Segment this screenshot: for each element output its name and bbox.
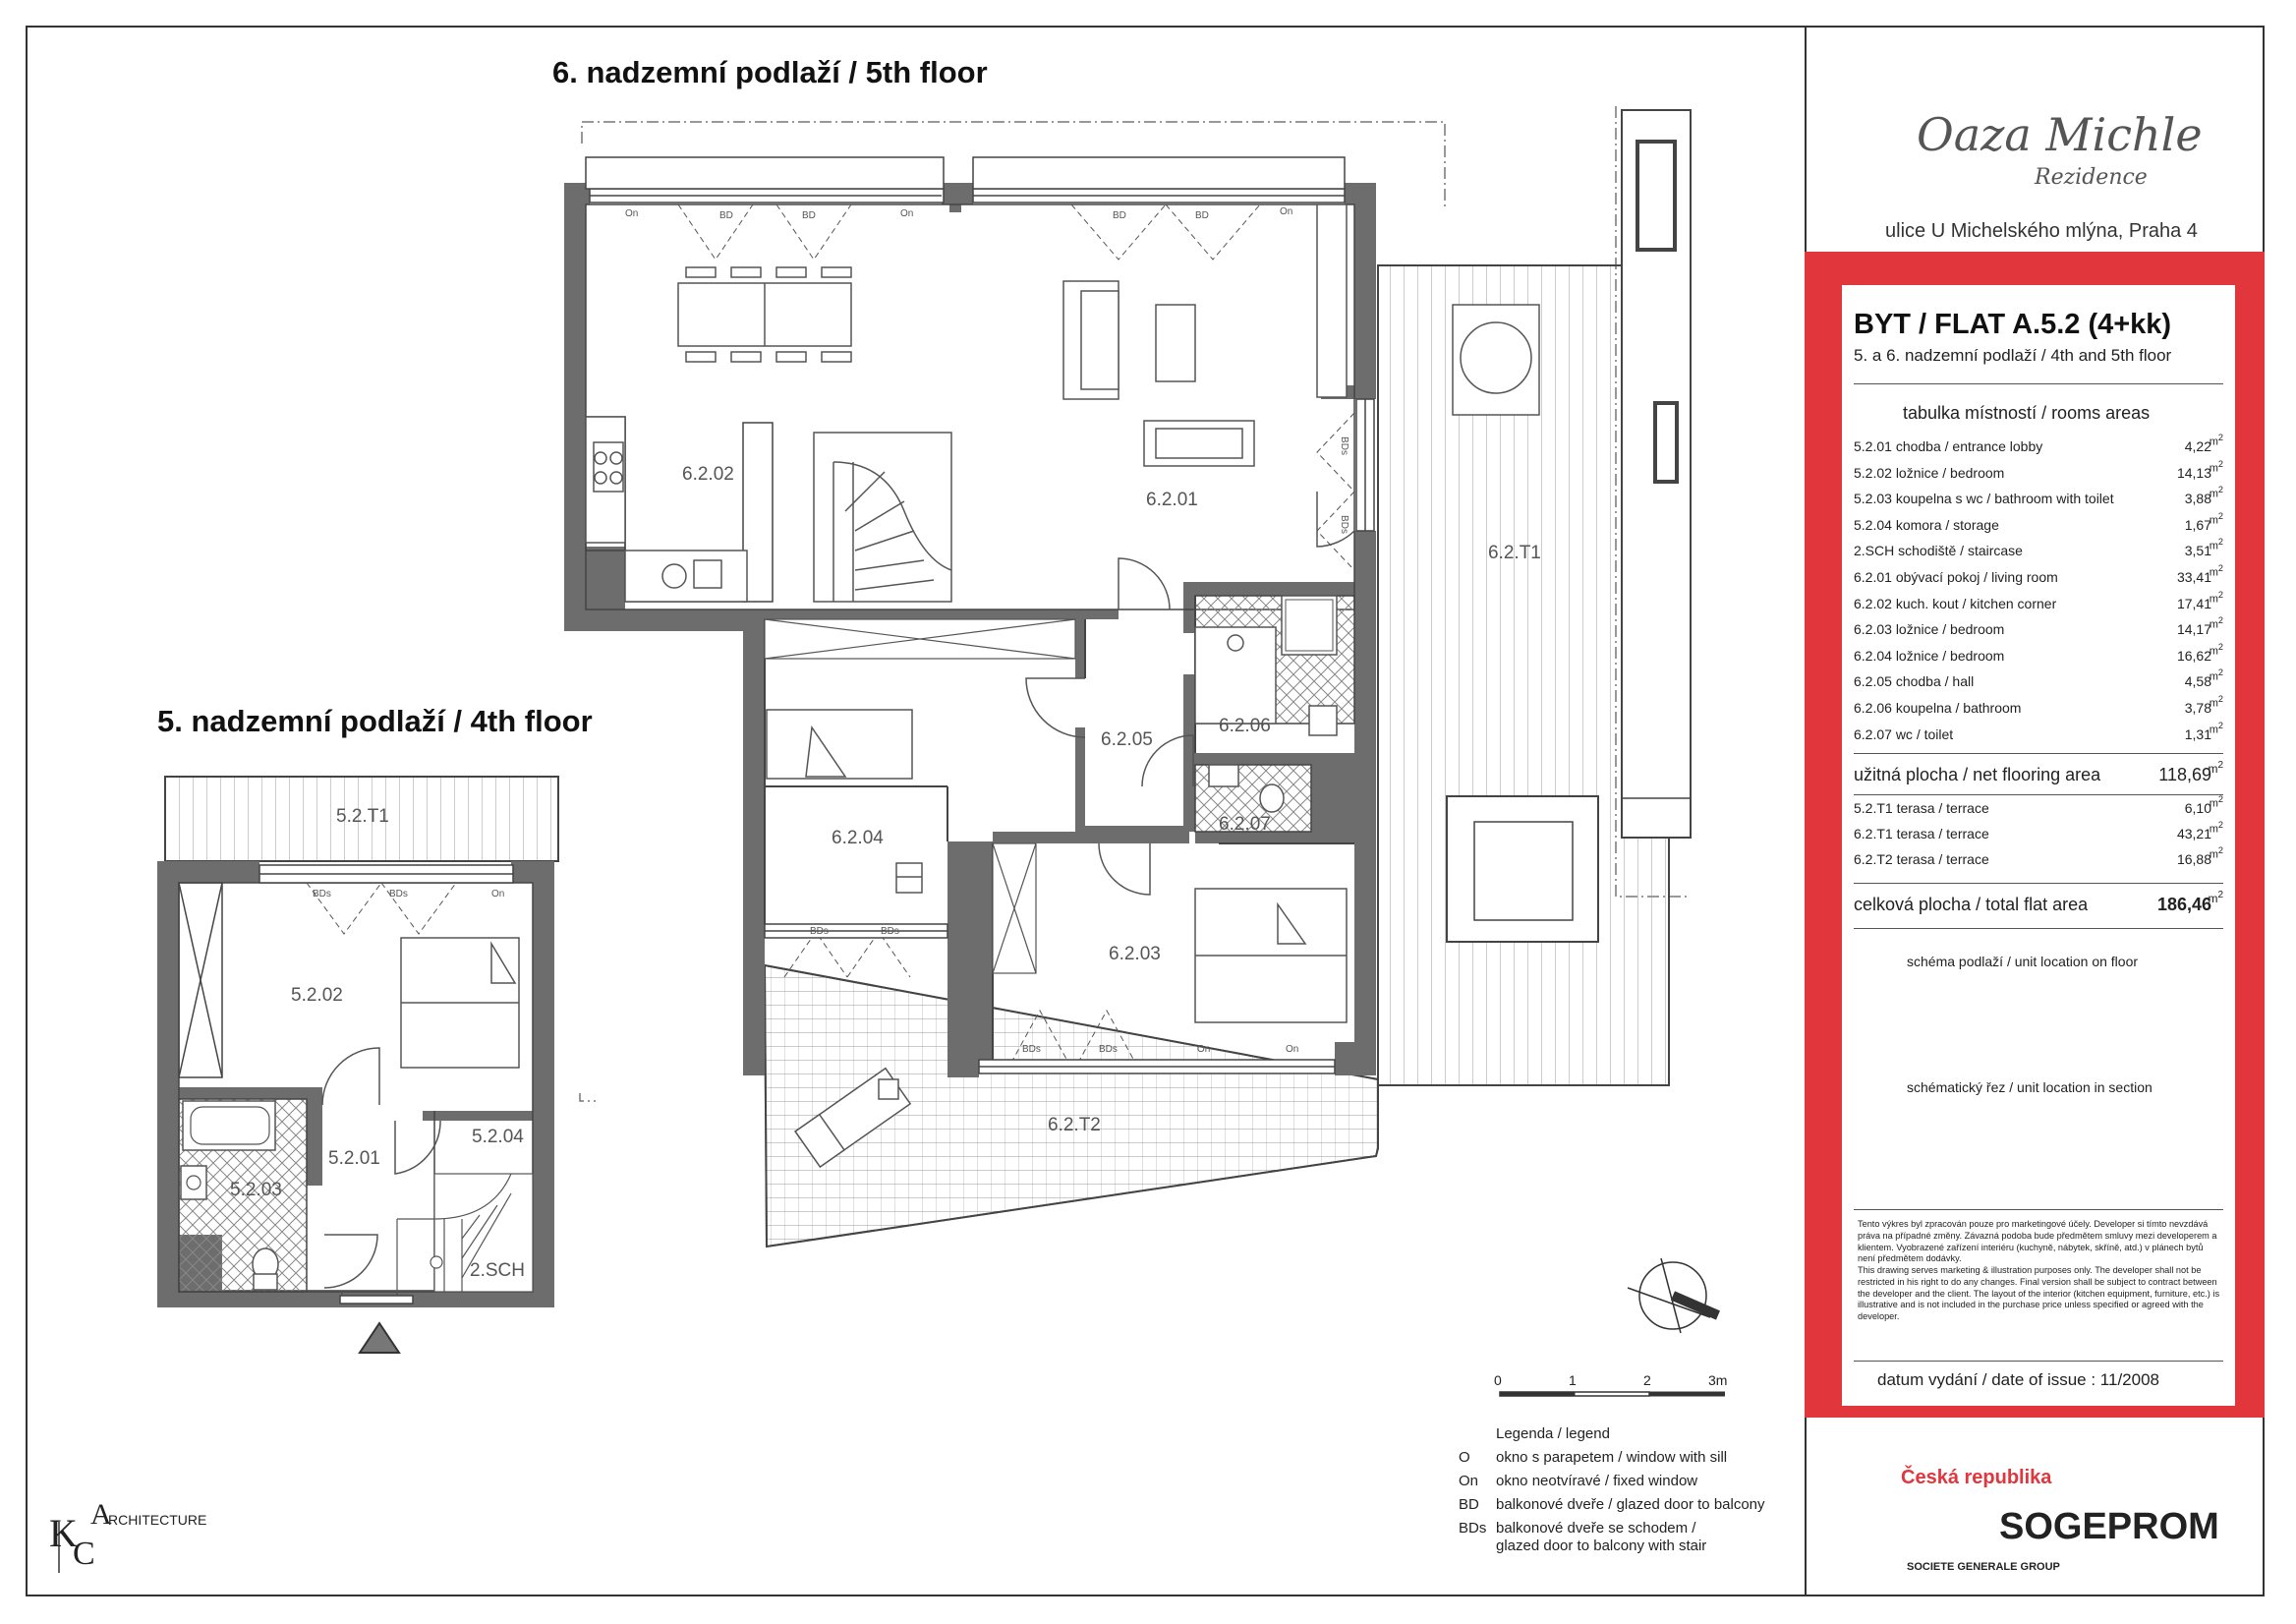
issue-date: datum vydání / date of issue : 11/2008 (1877, 1370, 2159, 1389)
divider (1854, 753, 2223, 754)
area-row-name: 5.2.04 komora / storage (1854, 516, 1999, 533)
area-row-value: 4,22 (2184, 438, 2211, 454)
room-label-6-2-04: 6.2.04 (832, 828, 884, 848)
area-row-value: 1,67 (2184, 516, 2211, 533)
area-row-value: 16,62 (2176, 647, 2211, 664)
interior-outline (586, 204, 1354, 609)
legend-code: BDs (1459, 1520, 1487, 1537)
legend-text: balkonové dveře se schodem / (1496, 1520, 1696, 1537)
area-row (1854, 433, 2223, 464)
area-row-value: 43,21 (2176, 826, 2211, 841)
room-label-2-sch: 2.SCH (470, 1260, 525, 1281)
area-row (1854, 820, 2223, 851)
brand-logo-name: Oaza Michle (1917, 108, 2203, 161)
area-row-value: 1,31 (2184, 725, 2211, 742)
net-area-row (1854, 760, 2223, 790)
schema-floor-label: schéma podlaží / unit location on floor (1907, 954, 2139, 969)
living-furniture (1063, 204, 1347, 466)
room-label-5-2-04: 5.2.04 (472, 1127, 524, 1147)
unit: $m^2$ (2209, 720, 2223, 736)
room-label-6-2-t1: 6.2.T1 (1488, 543, 1541, 563)
area-row-value: 3,88 (2184, 491, 2211, 507)
sg-group: SOCIETE GENERALE GROUP (1907, 1561, 2060, 1573)
window-mark-on: On (1286, 1044, 1299, 1055)
window-mark-bd: BD (802, 210, 816, 221)
room-label-5-2-01: 5.2.01 (328, 1148, 380, 1169)
unit: $m^2$ (2209, 433, 2223, 448)
floor5-title: 6. nadzemní podlaží / 5th floor (552, 55, 988, 89)
legend-heading: Legenda / legend (1496, 1425, 1610, 1442)
legend-text: okno s parapetem / window with sill (1496, 1449, 1728, 1466)
unit: $m^2$ (2209, 794, 2223, 810)
window-mark-on: On (1280, 206, 1293, 217)
area-row-name: 6.2.04 ložnice / bedroom (1854, 647, 2005, 664)
unit: $m^2$ (2209, 563, 2223, 579)
area-row-value: 4,58 (2184, 673, 2211, 690)
area-row (1854, 510, 2223, 543)
window-mark-bds: BDs (1338, 436, 1349, 455)
room-label-6-2-02: 6.2.02 (682, 464, 734, 485)
bathroom-6-2-06 (1195, 596, 1354, 735)
architecture-label: RCHITECTURE (108, 1512, 207, 1528)
total-area-row (1854, 890, 2223, 920)
legend-text-cont: glazed door to balcony with stair (1496, 1537, 1707, 1554)
unit: $m^2$ (2209, 485, 2223, 500)
bed-5-2-02 (401, 938, 519, 1068)
room-label-5-2-02: 5.2.02 (291, 985, 343, 1006)
room-label-6-2-06: 6.2.06 (1219, 716, 1271, 736)
window-mark-bds: BDs (389, 889, 408, 899)
area-row (1854, 720, 2223, 752)
disclaimer-en: This drawing serves marketing & illustration purposes only. The developer shall not be restricted in his right to do any changes. Final version shall be subject to contract between the developer and the client. The layout of the interior (kitchen equipment, furniture, etc.) is illustrative and is not included in the purchase price unless specified or agreed with the developer. (1858, 1265, 2220, 1322)
area-row-value: 33,41 (2176, 569, 2211, 585)
total-area-value: 186,46 (2156, 895, 2211, 914)
window-mark-bds: BDs (881, 926, 899, 937)
room-label-6-2-05: 6.2.05 (1101, 729, 1153, 750)
area-row (1854, 615, 2223, 647)
divider (1854, 1209, 2223, 1210)
rooms-heading: tabulka místností / rooms areas (1903, 403, 2151, 423)
dining-table (678, 267, 851, 362)
legend-text: okno neotvíravé / fixed window (1496, 1473, 1698, 1489)
area-row-name: 5.2.03 koupelna s wc / bathroom with toilet (1854, 491, 2114, 507)
window-mark-on: On (625, 208, 639, 219)
window-mark-bds: BDs (810, 926, 829, 937)
room-label-5-2-t1: 5.2.T1 (336, 806, 389, 827)
area-row-name: 6.2.T2 terasa / terrace (1854, 851, 1989, 867)
sogeprom-name: SOGEPROM (1999, 1506, 2219, 1547)
area-row-value: 14,17 (2176, 621, 2211, 638)
room-label-6-2-01: 6.2.01 (1146, 490, 1198, 510)
scale-bar (1500, 1392, 1725, 1396)
area-row (1854, 563, 2223, 595)
window-mark-bds: BDs (313, 889, 331, 899)
legend-code: BD (1459, 1496, 1479, 1513)
ceska-republika: Česká republika (1901, 1467, 2052, 1488)
unit: $m^2$ (2209, 667, 2223, 684)
room-label-6-2-t2: 6.2.T2 (1048, 1115, 1101, 1135)
area-row (1854, 794, 2223, 826)
terrace-6-2-t1 (1378, 110, 1691, 1085)
area-row-name: 6.2.T1 terasa / terrace (1854, 826, 1989, 841)
kca-logo-c: C (73, 1536, 95, 1572)
area-row-name: 6.2.01 obývací pokoj / living room (1854, 569, 2058, 585)
unit: $m^2$ (2209, 537, 2223, 553)
scale-label-2: 2 (1643, 1372, 1651, 1388)
window-mark-bds: BDs (1022, 1044, 1041, 1055)
disclaimer-cz: Tento výkres byl zpracován pouze pro marketingové účely. Developer si tímto nevzdává práva na případné změny. Závazná podoba bude předmětem smluvy mezi developerem a klientem. Vyobrazené zařízení interiéru (kuchyně, nábytek, skříně, atd.) v plánech bytů není předmětem dodávky. (1858, 1219, 2217, 1264)
flat-title: BYT / FLAT A.5.2 (4+kk) (1854, 309, 2172, 340)
entrance-threshold (340, 1296, 413, 1304)
divider (1854, 883, 2223, 884)
area-row-name: 5.2.T1 terasa / terrace (1854, 800, 1989, 816)
bed-6-2-03 (1195, 889, 1347, 1022)
area-row-value: 3,51 (2184, 543, 2211, 559)
kca-logo-a: A (90, 1498, 112, 1531)
area-row-name: 2.SCH schodiště / staircase (1854, 543, 2023, 559)
staircase-5th (814, 433, 951, 602)
unit: $m^2$ (2209, 458, 2223, 475)
area-row (1854, 694, 2223, 725)
area-row (1854, 667, 2223, 699)
doors-4th (322, 1048, 440, 1302)
area-row (1854, 845, 2223, 877)
scale-label-3m: 3m (1708, 1372, 1728, 1388)
scale-label-1: 1 (1569, 1372, 1577, 1388)
legend-code: O (1459, 1449, 1470, 1466)
unit: $m^2$ (2208, 890, 2223, 905)
kca-logo-k: K (49, 1511, 78, 1555)
flat-subtitle: 5. a 6. nadzemní podlaží / 4th and 5th floor (1854, 346, 2172, 365)
total-area-label: celková plocha / total flat area (1854, 895, 2089, 914)
area-row-value: 6,10 (2184, 800, 2211, 816)
bed-6-2-04 (767, 710, 922, 893)
disclaimer (1858, 1219, 2221, 1323)
net-area-label: užitná plocha / net flooring area (1854, 765, 2101, 784)
area-row-name: 6.2.07 wc / toilet (1854, 725, 1954, 742)
area-row-name: 6.2.05 chodba / hall (1854, 673, 1975, 690)
window-mark-bd: BD (1113, 210, 1126, 221)
unit: $m^2$ (2209, 694, 2223, 710)
area-row (1854, 458, 2223, 491)
legend-code: On (1459, 1473, 1479, 1489)
area-row (1854, 485, 2223, 516)
area-row-name: 5.2.02 ložnice / bedroom (1854, 464, 2005, 481)
unit: $m^2$ (2209, 845, 2223, 861)
scale-label-0: 0 (1494, 1372, 1502, 1388)
net-area-value: 118,69 (2158, 765, 2211, 784)
area-row-name: 6.2.03 ložnice / bedroom (1854, 621, 2005, 638)
window-mark-on: On (491, 889, 505, 899)
room-label-5-2-03: 5.2.03 (230, 1180, 282, 1200)
area-row-name: 6.2.02 kuch. kout / kitchen corner (1854, 595, 2057, 611)
window-mark-on: On (900, 208, 914, 219)
window-mark-bds: BDs (1338, 515, 1349, 534)
area-row-value: 17,41 (2176, 595, 2211, 611)
area-row-value: 16,88 (2176, 851, 2211, 867)
unit: $m^2$ (2209, 641, 2223, 658)
area-row-name: 6.2.06 koupelna / bathroom (1854, 700, 2022, 716)
divider (1854, 928, 2223, 929)
window-mark-bds: BDs (1099, 1044, 1118, 1055)
legend-text: balkonové dveře / glazed door to balcony (1496, 1496, 1765, 1513)
brand-logo-sub: Rezidence (2035, 165, 2148, 190)
room-label-6-2-03: 6.2.03 (1109, 944, 1161, 964)
unit: $m^2$ (2209, 820, 2223, 836)
entrance-marker (360, 1323, 399, 1353)
area-row (1854, 537, 2223, 568)
area-row-name: 5.2.01 chodba / entrance lobby (1854, 438, 2043, 454)
window-mark-on: On (1197, 1044, 1211, 1055)
window-mark-bd: BD (1195, 210, 1209, 221)
unit: $m^2$ (2209, 510, 2223, 527)
area-row-value: 14,13 (2176, 464, 2211, 481)
divider (1854, 383, 2223, 384)
window-mark-bd: BD (719, 210, 733, 221)
unit: $m^2$ (2208, 760, 2223, 776)
room-label-6-2-07: 6.2.07 (1219, 814, 1271, 835)
floor4-title: 5. nadzemní podlaží / 4th floor (157, 704, 593, 738)
divider (1854, 1361, 2223, 1362)
unit: $m^2$ (2209, 615, 2223, 631)
area-row (1854, 641, 2223, 673)
unit: $m^2$ (2209, 589, 2223, 606)
north-arrow (1628, 1258, 1718, 1333)
address: ulice U Michelského mlýna, Praha 4 (1885, 220, 2198, 242)
divider (1854, 794, 2223, 795)
area-row (1854, 589, 2223, 621)
wardrobes (765, 619, 1075, 973)
schema-section-label: schématický řez / unit location in section (1907, 1079, 2152, 1095)
area-row-value: 3,78 (2184, 700, 2211, 716)
